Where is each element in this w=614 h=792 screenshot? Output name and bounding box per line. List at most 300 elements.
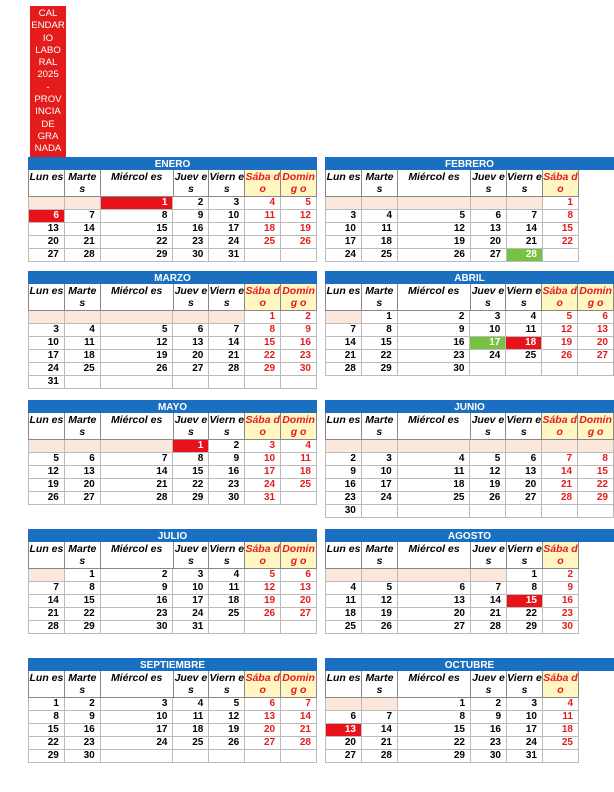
day-cell	[578, 505, 614, 518]
day-cell: 14	[101, 466, 174, 479]
month-mayo	[28, 400, 317, 518]
day-cell: 2	[173, 197, 209, 210]
weekday-header: Sába do	[245, 672, 280, 696]
weekday-header: Sába do	[543, 543, 578, 567]
weekday-header: Viern es	[209, 285, 245, 309]
day-cell	[209, 621, 245, 634]
week-row	[325, 223, 614, 236]
weekday-header: Lun es	[29, 542, 65, 569]
weekday-header: Lun es	[29, 671, 65, 698]
day-cell: 1	[507, 569, 543, 582]
weekday-header: Marte s	[362, 170, 398, 197]
day-cell: 2	[65, 698, 101, 711]
day-cell: 28	[362, 750, 398, 763]
day-cell: 16	[209, 466, 245, 479]
day-cell: 14	[507, 223, 543, 236]
day-cell: 26	[281, 236, 317, 249]
day-cell: 9	[398, 324, 471, 337]
weekday-header: Viern es	[507, 543, 542, 567]
week-row	[325, 737, 614, 750]
day-cell: 31	[173, 621, 209, 634]
day-cell	[281, 750, 317, 763]
day-cell: 13	[578, 324, 614, 337]
weekday-header: Juev es	[471, 413, 507, 440]
weekday-header: Marte s	[65, 542, 101, 569]
day-cell	[326, 197, 362, 210]
day-cell: 27	[65, 492, 101, 505]
week-row	[325, 621, 614, 634]
day-cell: 24	[507, 737, 543, 750]
weekday-header: Miércol es	[398, 542, 471, 569]
day-cell: 16	[398, 337, 471, 350]
day-cell: 18	[543, 724, 579, 737]
week-row	[325, 311, 614, 324]
day-cell: 22	[398, 737, 471, 750]
day-cell: 19	[209, 724, 245, 737]
week-row	[325, 569, 614, 582]
day-cell: 29	[507, 621, 543, 634]
weekday-header: Doming o	[578, 413, 614, 440]
day-cell: 1	[543, 197, 579, 210]
day-cell: 10	[101, 711, 174, 724]
day-cell: 11	[543, 711, 579, 724]
day-cell: 16	[65, 724, 101, 737]
month-name: OCTUBRE	[325, 658, 614, 671]
weekday-header: Miércol es	[398, 671, 471, 698]
day-cell: 22	[578, 479, 614, 492]
day-cell	[65, 311, 101, 324]
day-cell: 18	[326, 608, 362, 621]
day-cell	[398, 505, 471, 518]
day-cell: 10	[470, 324, 506, 337]
week-row	[325, 453, 614, 466]
day-cell: 7	[29, 582, 65, 595]
day-cell: 1	[101, 197, 174, 210]
day-cell: 12	[101, 337, 174, 350]
day-cell: 28	[29, 621, 65, 634]
weekday-header: Marte s	[362, 413, 398, 440]
title-line: PROV	[34, 94, 62, 106]
day-cell: 29	[578, 492, 614, 505]
weekday-header: Viern es	[506, 414, 542, 438]
weekday-header: Lun es	[326, 542, 362, 569]
day-cell: 8	[507, 582, 543, 595]
day-cell: 21	[507, 236, 543, 249]
day-cell: 29	[65, 621, 101, 634]
day-cell	[173, 376, 209, 389]
day-cell: 18	[209, 595, 245, 608]
weekday-header: Marte s	[65, 170, 101, 197]
day-cell	[29, 569, 65, 582]
title-line: GRA	[37, 130, 59, 142]
day-cell: 19	[398, 236, 471, 249]
day-cell: 13	[506, 466, 542, 479]
day-cell: 23	[398, 350, 471, 363]
week-row	[28, 363, 317, 376]
day-cell: 4	[173, 698, 209, 711]
day-cell: 4	[326, 582, 362, 595]
day-cell: 20	[29, 236, 65, 249]
day-cell: 7	[326, 324, 362, 337]
day-cell: 12	[281, 210, 317, 223]
month-enero	[28, 157, 317, 275]
weekday-header: Miércol es	[101, 671, 174, 698]
day-cell: 17	[507, 724, 543, 737]
weekday-header: Lun es	[29, 170, 65, 197]
day-cell: 3	[209, 197, 245, 210]
day-cell	[173, 750, 209, 763]
day-cell	[398, 197, 471, 210]
weekday-header: Doming o	[281, 542, 317, 569]
month-name: ENERO	[28, 157, 317, 170]
day-cell: 8	[101, 210, 174, 223]
day-cell: 27	[506, 492, 542, 505]
day-cell: 4	[543, 698, 579, 711]
day-cell: 25	[173, 737, 209, 750]
day-cell: 28	[507, 249, 543, 262]
day-cell: 14	[65, 223, 101, 236]
weekday-header-row	[325, 542, 614, 569]
day-cell: 25	[209, 608, 245, 621]
day-cell: 16	[173, 223, 209, 236]
month-name: JUNIO	[325, 400, 614, 413]
day-cell: 30	[209, 492, 245, 505]
weekday-header: Doming o	[281, 284, 317, 311]
day-cell	[578, 363, 614, 376]
day-cell: 10	[173, 582, 209, 595]
day-cell: 14	[362, 724, 398, 737]
day-cell: 6	[506, 453, 542, 466]
day-cell: 16	[471, 724, 507, 737]
week-row	[325, 440, 614, 453]
day-cell	[281, 249, 317, 262]
day-cell: 15	[29, 724, 65, 737]
weekday-header: Doming o	[281, 671, 317, 698]
day-cell: 17	[245, 466, 281, 479]
day-cell	[471, 569, 507, 582]
day-cell	[362, 569, 398, 582]
day-cell: 3	[507, 698, 543, 711]
weekday-header: Lun es	[326, 284, 362, 311]
day-cell: 23	[471, 737, 507, 750]
weekday-header: Miércol es	[101, 284, 174, 311]
week-row	[28, 453, 317, 466]
day-cell: 26	[470, 492, 506, 505]
weekday-header-row	[28, 671, 317, 698]
day-cell: 20	[173, 350, 209, 363]
day-cell	[101, 311, 174, 324]
day-cell	[173, 311, 209, 324]
weekday-header: Juev es	[174, 671, 210, 698]
day-cell: 17	[209, 223, 245, 236]
week-row	[28, 236, 317, 249]
day-cell: 20	[506, 479, 542, 492]
day-cell: 17	[470, 337, 506, 350]
day-cell: 21	[29, 608, 65, 621]
day-cell: 24	[209, 236, 245, 249]
day-cell: 28	[65, 249, 101, 262]
day-cell: 26	[245, 608, 281, 621]
week-row	[325, 466, 614, 479]
week-row	[28, 440, 317, 453]
day-cell: 13	[29, 223, 65, 236]
day-cell: 29	[362, 363, 398, 376]
day-cell: 25	[506, 350, 542, 363]
weekday-header: Juev es	[174, 413, 210, 440]
day-cell: 21	[326, 350, 362, 363]
day-cell: 15	[362, 337, 398, 350]
day-cell: 12	[542, 324, 578, 337]
weekday-header: Marte s	[65, 284, 101, 311]
day-cell: 21	[209, 350, 245, 363]
day-cell: 5	[209, 698, 245, 711]
week-row	[28, 582, 317, 595]
day-cell: 11	[398, 466, 471, 479]
day-cell: 3	[173, 569, 209, 582]
day-cell: 8	[29, 711, 65, 724]
day-cell: 1	[398, 698, 471, 711]
day-cell: 6	[578, 311, 614, 324]
day-cell: 13	[471, 223, 507, 236]
day-cell: 9	[326, 466, 362, 479]
day-cell: 19	[362, 608, 398, 621]
day-cell: 4	[362, 210, 398, 223]
day-cell: 27	[471, 249, 507, 262]
weekday-header: Sába do	[245, 414, 280, 438]
day-cell: 6	[173, 324, 209, 337]
title-line: RAL	[38, 57, 58, 69]
day-cell: 7	[65, 210, 101, 223]
day-cell: 5	[245, 569, 281, 582]
week-row	[28, 737, 317, 750]
day-cell: 1	[65, 569, 101, 582]
month-name: MARZO	[28, 271, 317, 284]
day-cell: 15	[245, 337, 281, 350]
weekday-header-row	[28, 413, 317, 440]
day-cell: 9	[281, 324, 317, 337]
weekday-header: Doming o	[281, 413, 317, 440]
day-cell: 4	[281, 440, 317, 453]
weekday-header: Juev es	[471, 542, 507, 569]
day-cell: 30	[471, 750, 507, 763]
day-cell: 10	[326, 223, 362, 236]
day-cell: 15	[398, 724, 471, 737]
day-cell: 29	[398, 750, 471, 763]
day-cell: 11	[209, 582, 245, 595]
day-cell: 24	[29, 363, 65, 376]
day-cell: 8	[173, 453, 209, 466]
day-cell: 6	[471, 210, 507, 223]
day-cell: 22	[245, 350, 281, 363]
day-cell: 16	[281, 337, 317, 350]
day-cell: 6	[65, 453, 101, 466]
week-row	[28, 197, 317, 210]
day-cell: 28	[542, 492, 578, 505]
day-cell: 15	[543, 223, 579, 236]
day-cell	[326, 698, 362, 711]
day-cell: 19	[281, 223, 317, 236]
day-cell: 30	[326, 505, 362, 518]
weekday-header: Juev es	[174, 170, 210, 197]
weekday-header: Sába do	[245, 171, 280, 195]
week-row	[325, 236, 614, 249]
title-line: IO	[42, 32, 54, 44]
day-cell	[326, 311, 362, 324]
title-line: DE	[41, 118, 55, 130]
day-cell: 20	[471, 236, 507, 249]
day-cell: 6	[326, 711, 362, 724]
weekday-header-row	[325, 413, 614, 440]
day-cell: 6	[29, 210, 65, 223]
day-cell: 13	[281, 582, 317, 595]
week-row	[325, 210, 614, 223]
month-septiembre	[28, 658, 317, 776]
day-cell: 1	[245, 311, 281, 324]
day-cell: 24	[101, 737, 174, 750]
day-cell: 30	[398, 363, 471, 376]
day-cell: 3	[362, 453, 398, 466]
weekday-header: Viern es	[507, 672, 542, 696]
day-cell: 21	[542, 479, 578, 492]
day-cell: 25	[65, 363, 101, 376]
month-junio	[325, 400, 614, 518]
day-cell	[362, 698, 398, 711]
day-cell: 7	[362, 711, 398, 724]
day-cell: 26	[542, 350, 578, 363]
day-cell: 26	[101, 363, 174, 376]
day-cell: 20	[281, 595, 317, 608]
month-julio	[28, 529, 317, 647]
day-cell: 30	[65, 750, 101, 763]
day-cell: 11	[173, 711, 209, 724]
day-cell: 22	[173, 479, 209, 492]
day-cell: 8	[362, 324, 398, 337]
day-cell: 22	[65, 608, 101, 621]
day-cell: 27	[281, 608, 317, 621]
day-cell	[507, 197, 543, 210]
day-cell: 11	[245, 210, 281, 223]
day-cell: 2	[543, 569, 579, 582]
day-cell: 21	[281, 724, 317, 737]
day-cell: 11	[362, 223, 398, 236]
day-cell: 9	[101, 582, 174, 595]
day-cell: 11	[326, 595, 362, 608]
week-row	[28, 223, 317, 236]
week-row	[28, 210, 317, 223]
day-cell	[326, 569, 362, 582]
weekday-header: Doming o	[281, 170, 317, 197]
weekday-header: Marte s	[362, 671, 398, 698]
day-cell: 29	[101, 249, 174, 262]
weekday-header: Juev es	[174, 284, 210, 311]
day-cell: 9	[173, 210, 209, 223]
day-cell: 23	[281, 350, 317, 363]
weekday-header: Miércol es	[398, 170, 471, 197]
day-cell: 6	[245, 698, 281, 711]
week-row	[28, 608, 317, 621]
day-cell	[29, 197, 65, 210]
day-cell: 4	[506, 311, 542, 324]
day-cell: 29	[245, 363, 281, 376]
day-cell	[65, 440, 101, 453]
week-row	[28, 311, 317, 324]
day-cell: 27	[326, 750, 362, 763]
day-cell: 23	[543, 608, 579, 621]
month-agosto	[325, 529, 614, 647]
week-row	[325, 249, 614, 262]
day-cell: 13	[65, 466, 101, 479]
weekday-header: Lun es	[326, 170, 362, 197]
day-cell: 28	[281, 737, 317, 750]
day-cell: 22	[29, 737, 65, 750]
weekday-header-row	[325, 284, 614, 311]
day-cell: 10	[507, 711, 543, 724]
weekday-header: Sába do	[542, 285, 577, 309]
day-cell: 5	[281, 197, 317, 210]
day-cell: 13	[398, 595, 471, 608]
day-cell	[245, 750, 281, 763]
month-name: ABRIL	[325, 271, 614, 284]
day-cell: 30	[281, 363, 317, 376]
day-cell	[471, 197, 507, 210]
weekday-header: Sába do	[245, 285, 280, 309]
week-row	[28, 376, 317, 389]
day-cell: 18	[245, 223, 281, 236]
weekday-header: Miércol es	[101, 542, 174, 569]
day-cell: 11	[65, 337, 101, 350]
weekday-header: Lun es	[326, 413, 362, 440]
day-cell: 1	[362, 311, 398, 324]
title-line: 2025	[37, 69, 59, 81]
day-cell: 14	[29, 595, 65, 608]
week-row	[28, 466, 317, 479]
day-cell	[542, 440, 578, 453]
day-cell	[578, 440, 614, 453]
weekday-header: Lun es	[29, 413, 65, 440]
day-cell: 2	[398, 311, 471, 324]
day-cell: 15	[507, 595, 543, 608]
day-cell	[542, 363, 578, 376]
day-cell	[543, 249, 579, 262]
week-row	[325, 363, 614, 376]
day-cell: 18	[398, 479, 471, 492]
week-row	[28, 479, 317, 492]
day-cell: 12	[362, 595, 398, 608]
week-row	[325, 724, 614, 737]
day-cell	[245, 249, 281, 262]
day-cell	[209, 376, 245, 389]
weekday-header-row	[325, 671, 614, 698]
day-cell	[470, 505, 506, 518]
day-cell: 10	[362, 466, 398, 479]
day-cell: 11	[506, 324, 542, 337]
week-row	[325, 324, 614, 337]
day-cell: 23	[65, 737, 101, 750]
day-cell	[506, 505, 542, 518]
weekday-header: Marte s	[362, 284, 398, 311]
day-cell: 9	[65, 711, 101, 724]
weekday-header: Marte s	[362, 542, 398, 569]
day-cell: 20	[326, 737, 362, 750]
day-cell: 19	[542, 337, 578, 350]
day-cell: 2	[209, 440, 245, 453]
day-cell: 31	[209, 249, 245, 262]
day-cell	[470, 440, 506, 453]
day-cell: 3	[470, 311, 506, 324]
day-cell: 17	[101, 724, 174, 737]
weekday-header: Lun es	[326, 671, 362, 698]
day-cell: 2	[281, 311, 317, 324]
